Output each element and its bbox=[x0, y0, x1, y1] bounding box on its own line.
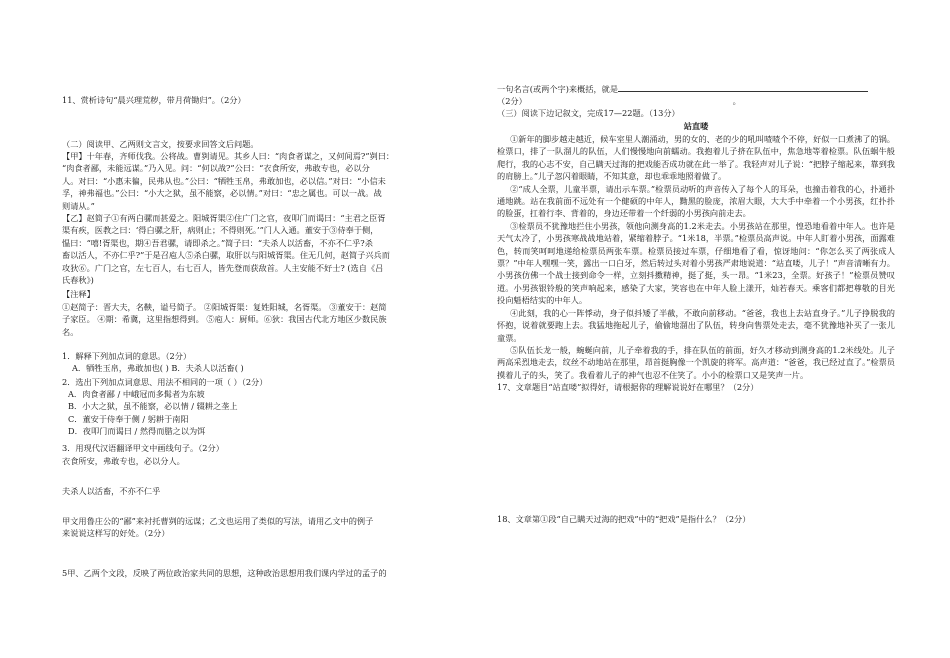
question-5-score: （2分） bbox=[497, 96, 523, 106]
option-d: D．夜叩门而谒曰 / 然得而腊之以为饵 bbox=[68, 426, 206, 437]
story-paragraph: ⑤队伍长龙一般，蜿蜒向前，儿子牵着我的手，排在队伍的前面，好久才移动到测身高的1.2米线处。儿子两高采烈地走去，纹丝不动地站在那里，昂首挺胸像一个凯旋的将军。高声道：“爸爸，我已经过直了。”检票员摸着儿子的头，笑了。我看着儿子的神气也忍不住笑了。小小的检票口又是笑声一片。 bbox=[497, 344, 895, 380]
option-b: B．小大之狱，虽不能察，必以情 / 辍耕之垄上 bbox=[68, 401, 238, 412]
notes-line: ①赵简子：晋大夫，名鞅，谥号简子。 ②阳城胥渠：复姓阳城，名胥渠。 ③董安于：赵简 bbox=[62, 302, 387, 312]
passage-yi-line: 氏春秋》) bbox=[62, 275, 94, 286]
question-3-sentence-b: 夫杀人以活畜，不亦不仁乎 bbox=[62, 486, 161, 496]
notes bbox=[62, 301, 462, 338]
story-paragraph: ④此刻，我的心一阵悸动，身子似抖矮了半截，不敢向前移动。“爸爸，我也上去站直身子。”儿子挣脱我的怀抱，说着就要跑上去。我猛地拖起儿子，偷偷地溜出了队伍，转身向售票处走去，毫不犹豫地补买了一张儿童票。 bbox=[497, 307, 895, 343]
section-3-title: （三）阅读下边记叙文，完成17—22题。（13分） bbox=[497, 108, 680, 118]
passage-yi-line: 愠曰：“嘻!胥渠也，期④吾君骡，请即杀之。”简子曰：“夫杀人以活畜，不亦不仁乎?杀 bbox=[62, 237, 373, 248]
question-11: 11、赏析诗句“晨兴理荒秽，带月荷锄归”。（2分） bbox=[62, 95, 246, 105]
story-paragraph: ①新年的脚步越走越近，候车室里人潮涌动，男的女的、老的少的吼叫喳喳个不停，好似一口煮沸了的锅。检票口，排了一队溜儿的队伍，人们慢慢地向前蠕动。我抱着儿子挤在队伍中，焦急地等着检票。队伍蜗牛般爬行，我的心志不安，自己瞒天过海的把戏能否成功就在此一举了。我轻声对儿子说：“把脖子缩起来，靠到我的肩膀上。”儿子忽闪着眼睛，不知其意，却也乖乖地照着做了。 bbox=[497, 134, 895, 182]
passage-jia-line: 人。对曰：“小惠未徧，民弗从也。”公曰：“牺牲玉帛，弗敢加也，必以信。”对曰：“小信未 bbox=[62, 175, 386, 186]
passage-jia-line: 【甲】十年春，齐师伐我。公将战。曹刿请见。其乡人曰：“肉食者谋之，又何间焉?”刿曰： bbox=[62, 151, 395, 161]
question-17: 17、文章题目“站直喽”拟得好，请根据你的理解说说好在哪里？（2分） bbox=[497, 382, 759, 393]
passage-yi bbox=[62, 212, 462, 286]
passage-jia-line: 孚，神弗福也。”公曰：“小大之狱，虽不能察，必以情。”对曰：“忠之属也。可以一战。战 bbox=[62, 188, 382, 199]
question-3-sentence-a: 衣食所安，弗敢专也，必以分人。 bbox=[62, 456, 185, 466]
answer-blank[interactable] bbox=[618, 82, 868, 92]
question-5: 5甲、乙两个文段，反映了两位政治家共同的思想，这种政治思想用我们课内学过的孟子的 bbox=[62, 568, 387, 578]
question-5-score-line bbox=[497, 95, 895, 107]
question-4-line: 来说说这样写的好处。（2分） bbox=[62, 528, 170, 539]
passage-jia bbox=[62, 150, 462, 212]
question-5-continued bbox=[497, 82, 895, 95]
passage-yi-line: 渠有疾，医教之曰：‘得白骡之肝，病则止；不得则死。’”门人入通。董安于③侍奉于侧， bbox=[62, 225, 379, 236]
question-4 bbox=[62, 515, 462, 540]
passage-jia-line: “肉食者鄙，未能远谋。”乃入见。问：“何以战?”公曰：“衣食所安，弗敢专也，必以分 bbox=[62, 163, 370, 174]
notes-line: 子家臣。 ④期：希冀，这里指想得到。 ⑤庖人：厨师。⑥狄：我国古代北方地区少数民族 bbox=[62, 314, 387, 325]
question-2-options bbox=[62, 388, 462, 438]
section-2-title: （二）阅读甲、乙两则文言文，按要求回答文后问题。 bbox=[62, 139, 259, 149]
story-title: 站直喽 bbox=[683, 121, 709, 131]
question-1: 1．解释下列加点词的意思。（2分） bbox=[62, 351, 192, 361]
question-4-line: 甲文用鲁庄公的“鄙”来衬托曹刿的远谋；乙文也运用了类似的写法，请用乙文中的例子 bbox=[62, 516, 374, 526]
question-2: 2．选出下列加点词意思、用法不相同的一项（ ）（2分） bbox=[62, 377, 268, 387]
passage-yi-line: 畜以活人，不亦仁乎?”于是召庖人⑤杀白骡，取肝以与阳城胥渠。住无几何，赵简子兴兵而 bbox=[62, 250, 390, 261]
notes-line: 名。 bbox=[62, 326, 79, 337]
notes-title: 【注释】 bbox=[62, 289, 95, 299]
passage-jia-line: 则请从。” bbox=[62, 200, 95, 211]
story-paragraph: ③检票员不犹豫地拦住小男孩，领他向测身高的1.2米走去。小男孩站在那里，惶恐地看着中年人。也许是天气太冷了，小男孩寒战战地站着，紧缩着脖子。“1米18，半票。”检票员高声说。中年人盯着小男孩，面露难色，转而笑呵呵地递给检票员两张车票。检票员接过车票，仔细地看了看，惊讶地问：“你怎么买了两张成人票？”中年人嘿嘿一笑，露出一口白牙，然后转过头对着小男孩严肃地说道：“站直喽，儿子！”声音清晰有力。小男孩仿佛一个战士接到命令一样，立刻抖擞精神，挺了挺，头一昂。“1米23，全票。好孩子！”检票员赞叹道。小男孩银铃般的笑声响起来，感染了大家，笑容也在中年人脸上漾开，灿若春天。乘客们都把尊敬的目光投向魁梧结实的中年人。 bbox=[497, 220, 895, 306]
question-5-tail: 一句名言(或两个字)来概括，就是 bbox=[497, 84, 619, 94]
story-paragraph: ②“成人全票，儿童半票，请出示车票。”检票员动听的声音传入了每个人的耳朵，也撞击着我的心，扑通扑通地跳。站在我前面不远处有一个健硕的中年人，黝黑的脸庞，浓眉大眼，大大手中牵着一个小男孩，红扑扑的脸蛋，扛着行李、背着的，身边还带着一个纤弱的小男孩向前走去。 bbox=[497, 183, 895, 219]
question-3: 3．用现代汉语翻译甲文中画线句子。（2分） bbox=[62, 443, 224, 453]
option-a: A．肉食者鄙 / 中峨冠而多髯者为东坡 bbox=[68, 389, 205, 399]
option-c: C．董安于侍奉于侧 / 躬耕于南阳 bbox=[68, 413, 189, 424]
story-body bbox=[497, 133, 895, 394]
question-1-items: A．牺牲玉帛，弗敢加也( ) B．夫杀人以活畜( ) bbox=[72, 363, 244, 373]
passage-yi-line: 【乙】赵简子①有两白骡而甚爱之。阳城胥渠②住广门之官，夜叩门而谒曰：“主君之臣胥 bbox=[62, 213, 386, 223]
question-5-period: 。 bbox=[732, 96, 741, 106]
question-18: 18、文章第①段“自己瞒天过海的把戏”中的“把戏”是指什么？（2分） bbox=[497, 514, 751, 524]
passage-yi-line: 攻狄⑥。广门之官，左七百人，右七百人，皆先登而获敌首。人主安能不好士? (选自《吕 bbox=[62, 262, 384, 273]
